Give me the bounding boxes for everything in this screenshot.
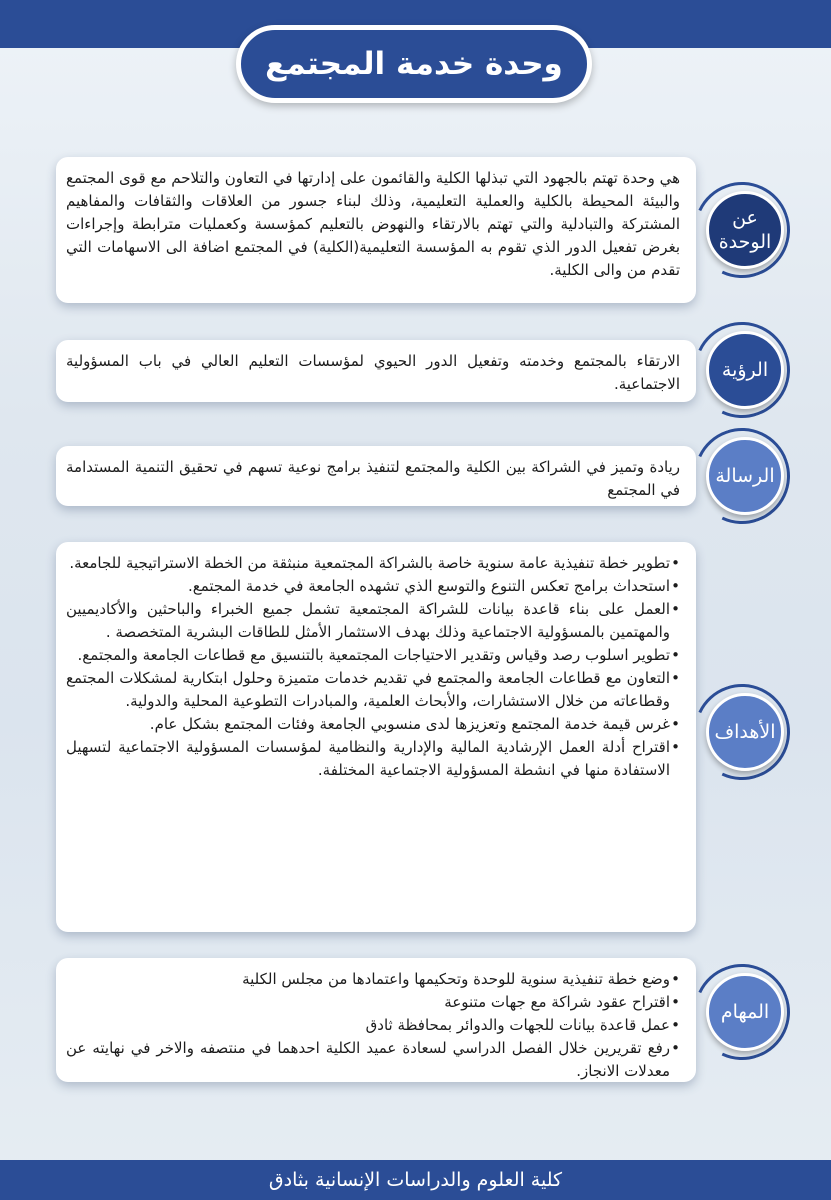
tasks-badge: المهام	[706, 973, 784, 1051]
section-goals	[56, 542, 816, 932]
task-item: • عمل قاعدة بيانات للجهات والدوائر بمحافظة ثادق	[66, 1014, 680, 1037]
mission-text: ريادة وتميز في الشراكة بين الكلية والمجتمع لتنفيذ برامج نوعية تسهم في تحقيق التنمية المستدامة في المجتمع	[66, 458, 680, 499]
vision-text: الارتقاء بالمجتمع وخدمته وتفعيل الدور الحيوي لمؤسسات التعليم العالي في باب المسؤولية الاجتماعية.	[66, 352, 680, 393]
footer-bar	[0, 1160, 831, 1200]
section-tasks	[56, 958, 816, 1082]
goals-list	[66, 552, 680, 782]
vision-card	[56, 340, 696, 402]
section-vision	[56, 340, 816, 402]
section-about	[56, 157, 816, 303]
section-mission	[56, 446, 816, 506]
goal-item: • تطوير خطة تنفيذية عامة سنوية خاصة بالشراكة المجتمعية منبثقة من الخطة الاستراتيجية للجامعة.	[66, 552, 680, 575]
goal-item: • غرس قيمة خدمة المجتمع وتعزيزها لدى منسوبي الجامعة وفئات المجتمع بشكل عام.	[66, 713, 680, 736]
about-text: هي وحدة تهتم بالجهود التي تبذلها الكلية والقائمون على إدارتها في التعاون والتلاحم مع قوى المجتمع والبيئة المحيطة بالكلية والعملية التعليمية، وذلك لبناء جسور من العلاقات والثقافات والمفاهيم المشتركة والتبادلية والتي تهتم بالارتقاء والنهوض بالتعليم كمؤسسة وكعمليات مترابطة وإجراءات بغرض تفعيل الدور الذي تقوم به المؤسسة التعليمية(الكلية) في المجتمع اضافة الى الاسهامات التي تقدم من والى الكلية.	[66, 169, 680, 279]
about-card	[56, 157, 696, 303]
footer-text: كلية العلوم والدراسات الإنسانية بثادق	[268, 1169, 563, 1191]
tasks-list	[66, 968, 680, 1083]
goals-badge: الأهداف	[706, 693, 784, 771]
task-item: • رفع تقريرين خلال الفصل الدراسي لسعادة عميد الكلية احدهما في منتصفه والاخر في نهايته عن معدلات الانجاز.	[66, 1037, 680, 1083]
goal-item: • اقتراح أدلة العمل الإرشادية المالية والإدارية والنظامية لمؤسسات المسؤولية الاجتماعية لتسهيل الاستفادة منها في انشطة المسؤولية الاجتماعية المختلفة.	[66, 736, 680, 782]
goal-item: • التعاون مع قطاعات الجامعة والمجتمع في تقديم خدمات متميزة وحلول ابتكارية لمشكلات المجتمع وقطاعاته من خلال الاستشارات، والأبحاث العلمية، والمبادرات التطوعية المحلية والدولية.	[66, 667, 680, 713]
goal-item: • العمل على بناء قاعدة بيانات للشراكة المجتمعية تشمل جميع الخبراء والباحثين والأكاديميين والمهتمين بالمسؤولية الاجتماعية وذلك بهدف الاستثمار الأمثل للطاقات البشرية المتخصصة .	[66, 598, 680, 644]
goal-item: • تطوير اسلوب رصد وقياس وتقدير الاحتياجات المجتمعية بالتنسيق مع قطاعات الجامعة والمجتمع.	[66, 644, 680, 667]
page-title: وحدة خدمة المجتمع	[236, 25, 592, 103]
about-badge: عن الوحدة	[706, 191, 784, 269]
task-item: • وضع خطة تنفيذية سنوية للوحدة وتحكيمها واعتمادها من مجلس الكلية	[66, 968, 680, 991]
mission-card	[56, 446, 696, 506]
mission-badge: الرسالة	[706, 437, 784, 515]
task-item: • اقتراح عقود شراكة مع جهات متنوعة	[66, 991, 680, 1014]
vision-badge: الرؤية	[706, 331, 784, 409]
goals-card	[56, 542, 696, 932]
tasks-card	[56, 958, 696, 1082]
goal-item: • استحداث برامج تعكس التنوع والتوسع الذي تشهده الجامعة في خدمة المجتمع.	[66, 575, 680, 598]
